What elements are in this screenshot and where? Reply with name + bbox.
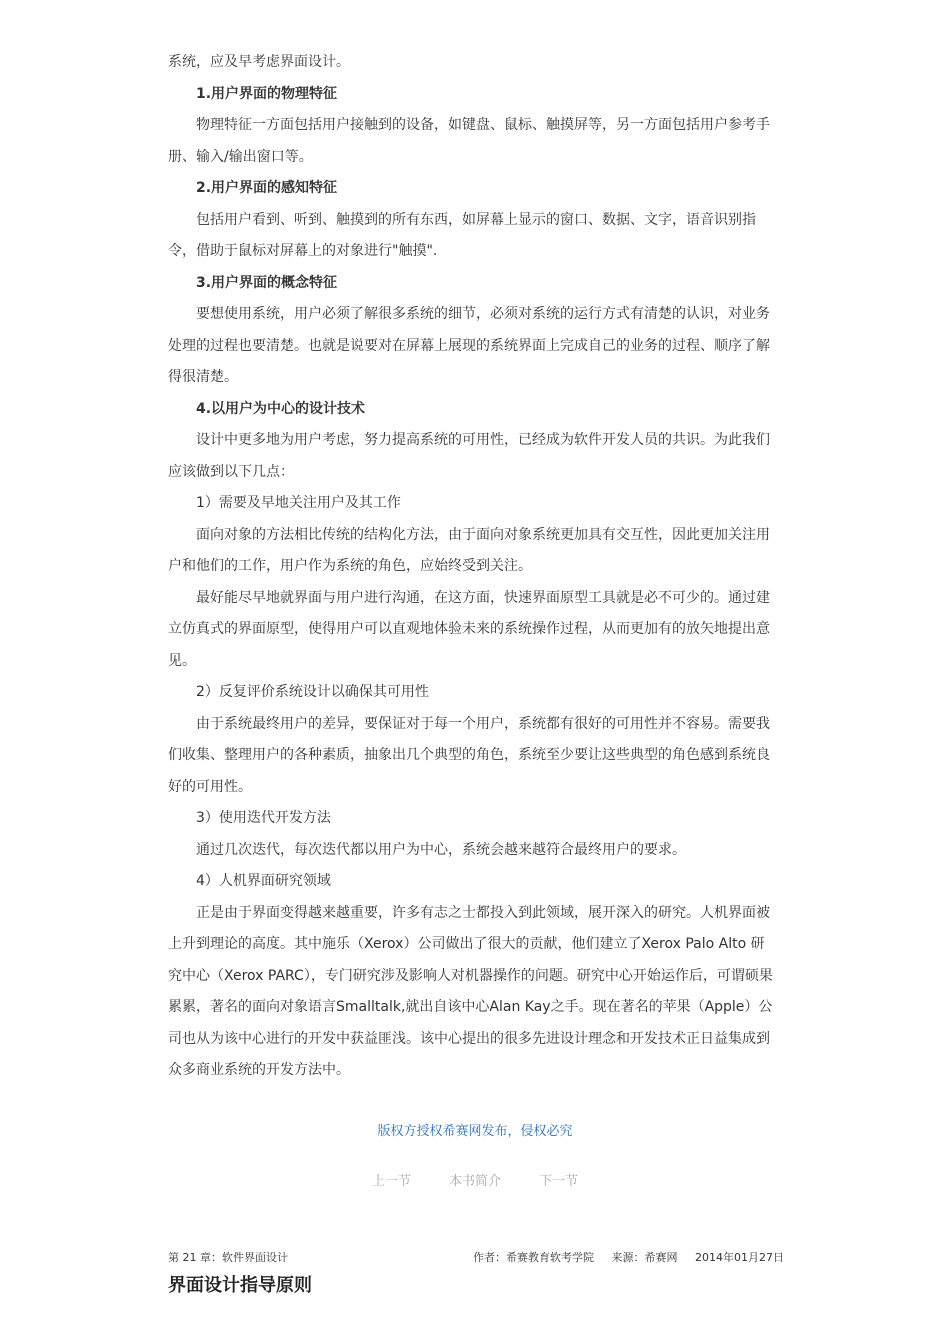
article-heading: 3.用户界面的概念特征 xyxy=(196,274,338,291)
book-intro-link[interactable]: 本书简介 xyxy=(448,1174,501,1189)
article-paragraph: 通过几次迭代，每次迭代都以用户为中心，系统会越来越符合最终用户的要求。 xyxy=(196,841,686,858)
next-section-link[interactable]: 下一节 xyxy=(539,1174,579,1189)
article-paragraph: 设计中更多地为用户考虑，努力提高系统的可用性，已经成为软件开发人员的共识。为此我们应该做到以下几点： xyxy=(168,432,770,480)
article-info xyxy=(459,1250,784,1266)
article-paragraph: 包括用户看到、听到、触摸到的所有东西，如屏幕上显示的窗口、数据、文字，语音识别指令，借助于鼠标对屏幕上的对象进行"触摸". xyxy=(168,211,756,259)
copyright-notice: 版权方授权希赛网发布，侵权必究 xyxy=(377,1124,573,1139)
section-title: 界面设计指导原则 xyxy=(168,1275,312,1296)
source-label: 来源：希赛网 xyxy=(611,1251,678,1264)
author-label: 作者：希赛教育软考学院 xyxy=(473,1251,594,1264)
article-paragraph: 由于系统最终用户的差异，要保证对于每一个用户，系统都有很好的可用性并不容易。需要我们收集、整理用户的各种素质，抽象出几个典型的角色，系统至少要让这些典型的角色感到系统良好的可用性。 xyxy=(168,715,770,795)
article-paragraph: 物理特征一方面包括用户接触到的设备，如键盘、鼠标、触摸屏等，另一方面包括用户参考手册、输入/输出窗口等。 xyxy=(168,117,770,165)
article-paragraph: 系统，应及早考虑界面设计。 xyxy=(168,54,350,70)
article-paragraph: 4）人机界面研究领域 xyxy=(196,873,331,889)
article-paragraph: 正是由于界面变得越来越重要，许多有志之士都投入到此领域，展开深入的研究。人机界面被上升到理论的高度。其中施乐（Xerox）公司做出了很大的贡献，他们建立了Xerox Palo Alto 研究中心（Xerox PARC），专门研究涉及影响人对机器操作的问题。研究中心开始运作后，可谓硕果累累，著名的面向对象语言Smalltalk,就出自该中心Alan Kay之手。现在著名的苹果（Apple）公司也从为该中心进行的开发中获益匪浅。该中心提出的很多先进设计理念和开发技术正日益集成到众多商业系统的开发方法中。 xyxy=(168,904,773,1078)
article-paragraph: 2）反复评价系统设计以确保其可用性 xyxy=(196,684,429,700)
date-label: 2014年01月27日 xyxy=(695,1251,784,1264)
chapter-label: 第 21 章：软件界面设计 xyxy=(168,1251,288,1264)
article-heading: 4.以用户为中心的设计技术 xyxy=(196,400,366,417)
article-paragraph: 面向对象的方法相比传统的结构化方法，由于面向对象系统更加具有交互性，因此更加关注用户和他们的工作，用户作为系统的角色，应始终受到关注。 xyxy=(168,526,770,574)
article-paragraph: 3）使用迭代开发方法 xyxy=(196,810,331,826)
article-heading: 1.用户界面的物理特征 xyxy=(196,85,338,102)
article-body xyxy=(168,47,778,1087)
prev-section-link[interactable]: 上一节 xyxy=(371,1174,411,1189)
article-heading: 2.用户界面的感知特征 xyxy=(196,180,338,196)
article-paragraph: 要想使用系统，用户必须了解很多系统的细节，必须对系统的运行方式有清楚的认识，对业务处理的过程也要清楚。也就是说要对在屏幕上展现的系统界面上完成自己的业务的过程、顺序了解得很清楚。 xyxy=(168,306,770,385)
pager xyxy=(0,1172,950,1192)
article-paragraph: 1）需要及早地关注用户及其工作 xyxy=(196,495,401,511)
article-paragraph: 最好能尽早地就界面与用户进行沟通，在这方面，快速界面原型工具就是必不可少的。通过建立仿真式的界面原型，使得用户可以直观地体验未来的系统操作过程，从而更加有的放矢地提出意见。 xyxy=(168,589,770,669)
